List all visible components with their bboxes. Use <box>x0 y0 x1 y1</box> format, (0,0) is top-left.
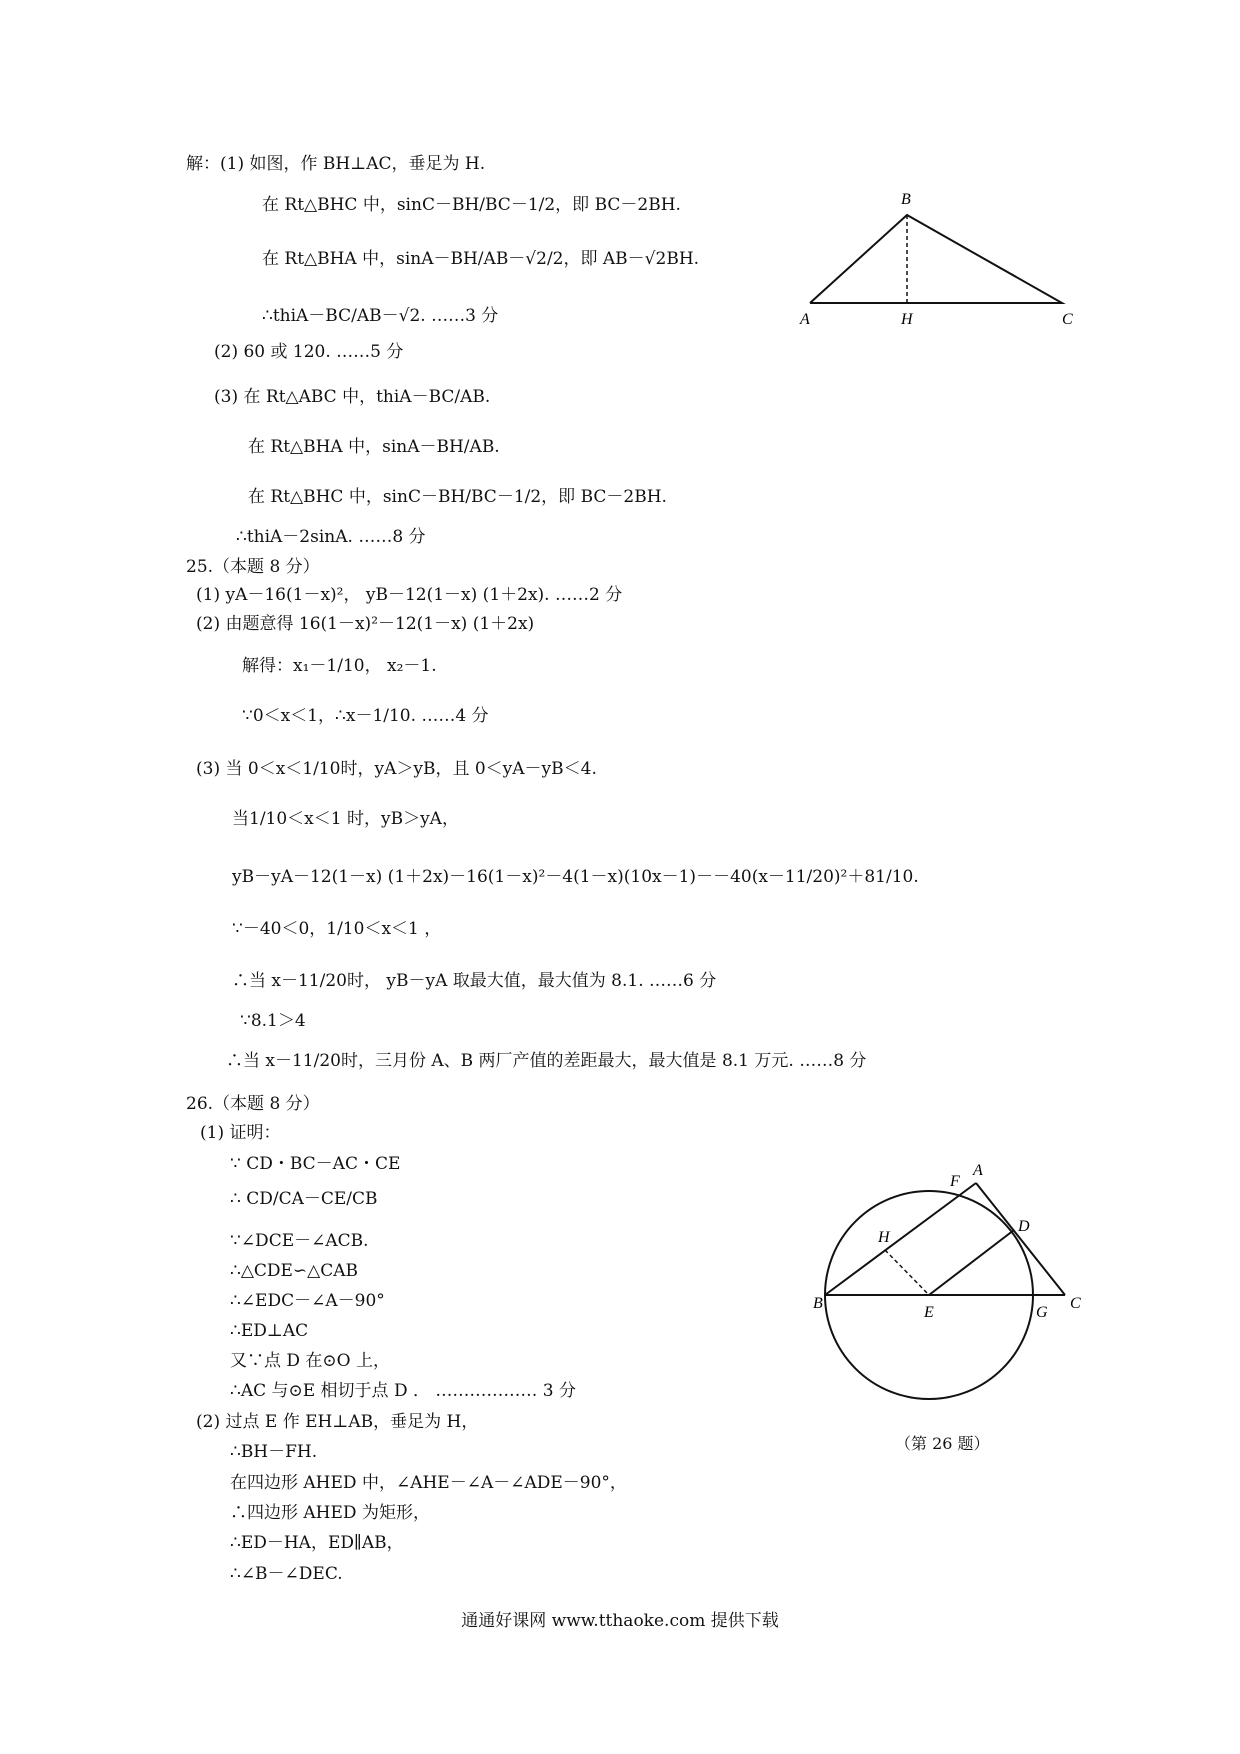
label-C: C <box>1062 311 1073 328</box>
p25-line-11: ∵8.1＞4 <box>240 1011 306 1031</box>
p25-line-1: 25.（本题 8 分） <box>186 557 320 577</box>
label-D: D <box>1018 1218 1030 1235</box>
p24-line-2: 在 Rt△BHC 中，sinC－BH/BC－1/2，即 BC－2BH. <box>262 195 681 215</box>
label-H: H <box>901 311 913 328</box>
triangle-figure <box>790 185 1090 335</box>
circle-tangent-figure <box>810 1160 1100 1440</box>
label-B: B <box>901 191 911 208</box>
p26-line-5: ∵∠DCE－∠ACB. <box>230 1231 369 1251</box>
p24-line-6: (3) 在 Rt△ABC 中，thiA－BC/AB. <box>214 387 491 407</box>
label-B2: B <box>813 1295 823 1312</box>
p26-line-2: (1) 证明： <box>200 1123 281 1143</box>
figure-caption: （第 26 题） <box>895 1434 990 1453</box>
p25-line-4: 解得：x₁－1/10， x₂－1. <box>242 656 437 676</box>
p26-line-9: 又∵点 D 在⊙O 上， <box>230 1351 391 1371</box>
p26-line-4: ∴ CD/CA－CE/CB <box>230 1189 378 1209</box>
label-G: G <box>1036 1304 1048 1321</box>
p24-line-1: 解：(1) 如图，作 BH⊥AC，垂足为 H. <box>186 154 486 174</box>
label-A2: A <box>973 1162 983 1179</box>
p25-line-3: (2) 由题意得 16(1－x)²－12(1－x) (1＋2x) <box>196 614 535 634</box>
p26-line-7: ∴∠EDC－∠A－90° <box>230 1291 385 1311</box>
p24-line-5: (2) 60 或 120. ……5 分 <box>214 342 404 362</box>
p26-line-15: ∴ED－HA，ED∥AB， <box>230 1533 404 1553</box>
p25-line-2: (1) yA－16(1－x)²， yB－12(1－x) (1＋2x). ……2 分 <box>196 585 623 605</box>
label-F: F <box>950 1173 960 1190</box>
p26-line-16: ∴∠B－∠DEC. <box>230 1564 343 1584</box>
p25-line-5: ∵0＜x＜1，∴x－1/10. ……4 分 <box>242 706 489 726</box>
p26-line-10: ∴AC 与⊙E 相切于点 D ． ……………… 3 分 <box>230 1381 577 1401</box>
p25-line-9: ∵－40＜0，1/10＜x＜1 ， <box>232 919 442 939</box>
p25-line-12: ∴当 x－11/20时，三月份 A、B 两厂产值的差距最大，最大值是 8.1 万元. ……8 分 <box>226 1051 867 1071</box>
p26-line-1: 26.（本题 8 分） <box>186 1094 320 1114</box>
p24-line-9: ∴thiA－2sinA. ……8 分 <box>236 527 426 547</box>
p25-line-7: 当1/10＜x＜1 时，yB＞yA， <box>232 809 459 829</box>
p26-line-13: 在四边形 AHED 中，∠AHE－∠A－∠ADE－90°， <box>230 1473 627 1493</box>
page-footer: 通通好课网 www.tthaoke.com 提供下载 <box>461 1611 779 1631</box>
p26-line-14: ∴四边形 AHED 为矩形， <box>230 1503 430 1523</box>
p26-line-8: ∴ED⊥AC <box>230 1321 309 1341</box>
p26-line-12: ∴BH－FH. <box>230 1442 318 1462</box>
p24-line-8: 在 Rt△BHC 中，sinC－BH/BC－1/2，即 BC－2BH. <box>248 487 667 507</box>
p24-line-7: 在 Rt△BHA 中，sinA－BH/AB. <box>248 437 500 457</box>
p25-line-6: (3) 当 0＜x＜1/10时，yA＞yB，且 0＜yA－yB＜4. <box>196 759 597 779</box>
label-C2: C <box>1070 1295 1081 1312</box>
p24-line-4: ∴thiA－BC/AB－√2. ……3 分 <box>262 306 499 326</box>
label-A: A <box>800 311 810 328</box>
label-H2: H <box>878 1229 890 1246</box>
p26-line-3: ∵ CD・BC－AC・CE <box>230 1154 401 1174</box>
label-E: E <box>924 1304 934 1321</box>
p26-line-6: ∴△CDE∽△CAB <box>230 1261 359 1281</box>
p26-line-11: (2) 过点 E 作 EH⊥AB，垂足为 H， <box>196 1412 479 1432</box>
p24-line-3: 在 Rt△BHA 中，sinA－BH/AB－√2/2，即 AB－√2BH. <box>262 249 700 269</box>
p25-line-8: yB－yA－12(1－x) (1＋2x)－16(1－x)²－4(1－x)(10x－1)－－40(x－11/20)²＋81/10. <box>232 867 919 887</box>
p25-line-10: ∴当 x－11/20时， yB－yA 取最大值，最大值为 8.1. ……6 分 <box>232 971 717 991</box>
